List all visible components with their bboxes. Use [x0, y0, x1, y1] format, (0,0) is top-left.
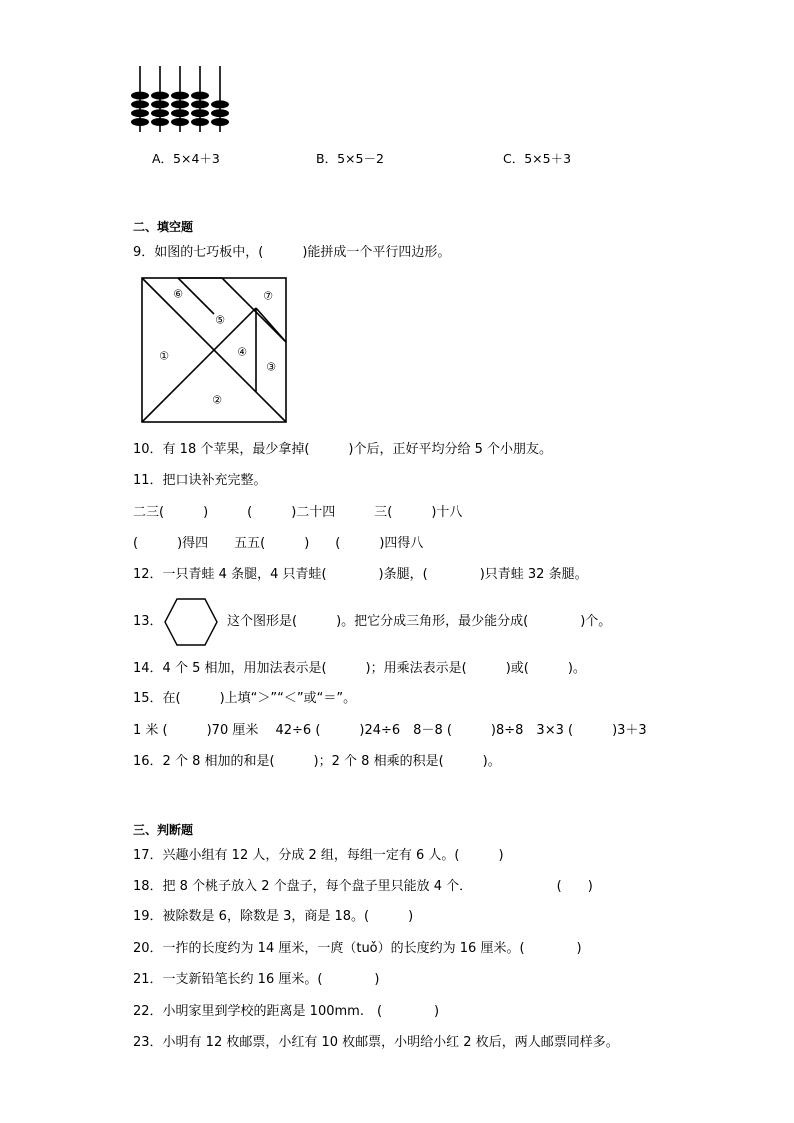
question-9: 9．如图的七巧板中，( )能拼成一个平行四边形。	[133, 245, 451, 260]
abacus-bead	[131, 109, 149, 117]
question-13-text: 这个图形是( )。把它分成三角形，最少能分成( )个。	[227, 614, 612, 629]
question-10: 10．有 18 个苹果，最少拿掉( )个后，正好平均分给 5 个小朋友。	[133, 442, 553, 457]
abacus-bead	[191, 109, 209, 117]
tangram-label-2: ②	[212, 393, 222, 407]
question-19: 19．被除数是 6，除数是 3，商是 18。( )	[133, 909, 414, 924]
abacus-bead	[211, 118, 229, 126]
option-a: A．5×4＋3	[152, 151, 220, 166]
abacus-figure	[128, 64, 238, 134]
tangram-label-5: ⑤	[215, 313, 225, 327]
abacus-bead	[151, 100, 169, 108]
question-15: 15．在( )上填“＞”“＜”或“＝”。	[133, 691, 357, 706]
question-16: 16．2 个 8 相加的和是( )；2 个 8 相乘的积是( )。	[133, 754, 501, 769]
hexagon-figure	[163, 597, 219, 647]
tangram-label-6: ⑥	[173, 287, 183, 301]
question-23: 23．小明有 12 枚邮票，小红有 10 枚邮票，小明给小红 2 枚后，两人邮票同样多。	[133, 1035, 619, 1050]
abacus-bead	[171, 118, 189, 126]
question-11-row-1: 二三( ) ( )二十四 三( )十八	[133, 505, 463, 520]
abacus-bead	[191, 100, 209, 108]
abacus-bead	[131, 100, 149, 108]
abacus-bead	[131, 118, 149, 126]
abacus-bead	[171, 92, 189, 100]
question-18: 18．把 8 个桃子放入 2 个盘子，每个盘子里只能放 4 个． ( )	[133, 879, 593, 894]
tangram-label-3: ③	[266, 360, 276, 374]
question-11: 11．把口诀补充完整。	[133, 473, 267, 488]
option-c: C．5×5＋3	[503, 151, 572, 166]
abacus-bead	[191, 118, 209, 126]
question-11-row-2: ( )得四 五五( ) ( )四得八	[133, 536, 424, 551]
question-13-number: 13．	[133, 614, 163, 629]
abacus-bead	[191, 92, 209, 100]
question-14: 14．4 个 5 相加，用加法表示是( )；用乘法表示是( )或( )。	[133, 661, 586, 676]
abacus-bead	[151, 118, 169, 126]
question-20: 20．一拃的长度约为 14 厘米，一庹（tuǒ）的长度约为 16 厘米。( )	[133, 941, 582, 956]
section-title-true-false: 三、判断题	[133, 823, 194, 837]
abacus-bead	[151, 92, 169, 100]
question-12: 12．一只青蛙 4 条腿，4 只青蛙( )条腿，( )只青蛙 32 条腿。	[133, 567, 588, 582]
abacus-bead	[171, 100, 189, 108]
tangram-label-7: ⑦	[263, 289, 273, 303]
abacus-bead	[211, 109, 229, 117]
option-b: B．5×5－2	[316, 151, 384, 166]
tangram-label-1: ①	[159, 349, 169, 363]
tangram-figure	[140, 276, 290, 426]
tangram-label-4: ④	[237, 345, 247, 359]
abacus-bead	[151, 109, 169, 117]
question-17: 17．兴趣小组有 12 人，分成 2 组，每组一定有 6 人。( )	[133, 848, 504, 863]
section-title-fill-blank: 二、填空题	[133, 220, 194, 234]
abacus-bead	[131, 92, 149, 100]
abacus-bead	[211, 100, 229, 108]
question-15-row: 1 米 ( )70 厘米 42÷6 ( )24÷6 8－8 ( )8÷8 3×3 ( )3＋3	[133, 723, 647, 738]
abacus-bead	[171, 109, 189, 117]
question-22: 22．小明家里到学校的距离是 100mm. ( )	[133, 1004, 440, 1019]
question-21: 21．一支新铅笔长约 16 厘米。( )	[133, 972, 380, 987]
